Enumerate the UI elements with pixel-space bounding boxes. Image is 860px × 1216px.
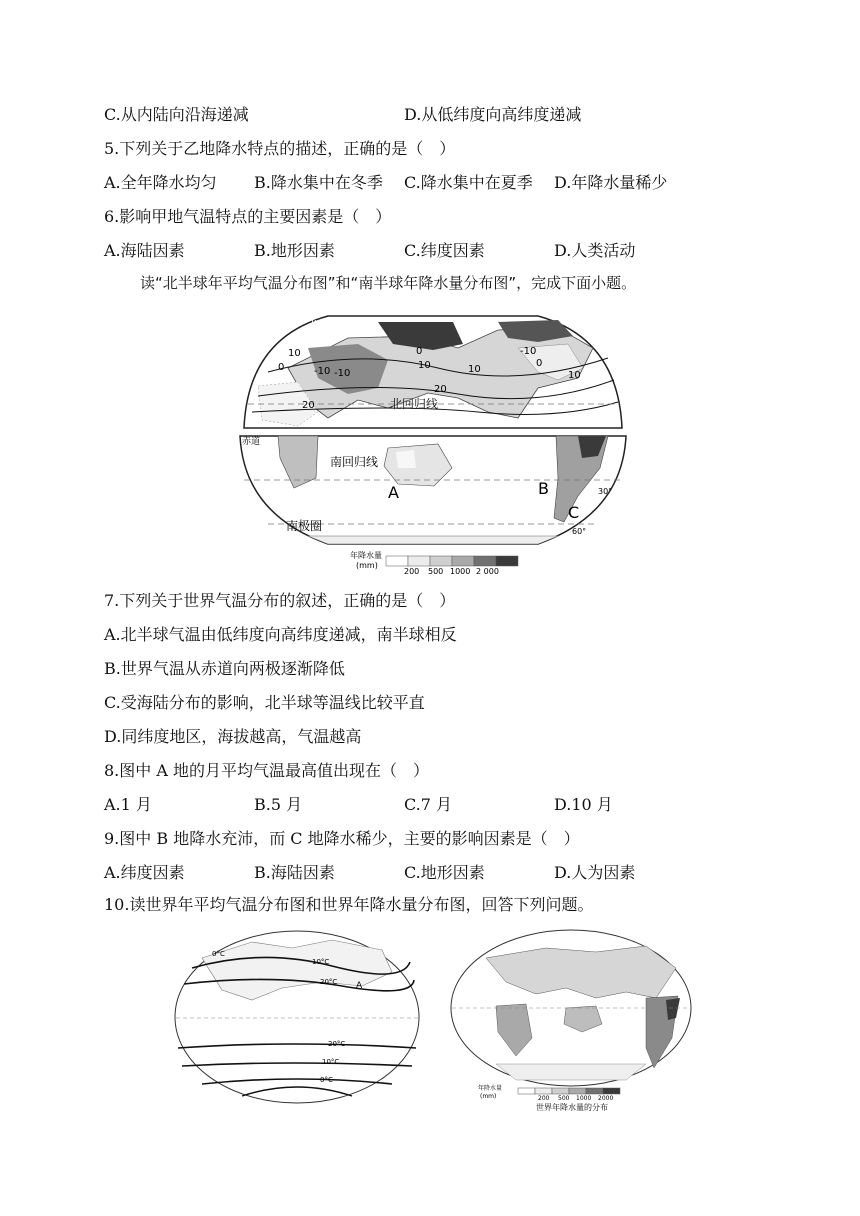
arctic-circle-label-north: 北极圈 (308, 319, 345, 333)
isotherm-label: 10 (418, 360, 431, 371)
q9-option-c: C.地形因素 (404, 863, 485, 882)
legend-title: 年降水量 (478, 1085, 503, 1092)
legend-swatch (386, 556, 408, 566)
q5-option-c: C.降水集中在夏季 (404, 173, 533, 192)
q4-option-d: D.从低纬度向高纬度递减 (404, 105, 582, 124)
legend-swatch (518, 1088, 535, 1094)
legend-tick: 500 (428, 567, 444, 576)
world-precipitation-map (446, 928, 696, 1112)
location-a-label: A (356, 981, 363, 991)
q7-stem: 7.下列关于世界气温分布的叙述，正确的是（ ） (104, 591, 456, 610)
south-hemisphere-precipitation-map (240, 435, 626, 544)
legend-tick: 500 (558, 1095, 570, 1102)
legend-title: 年降水量 (350, 551, 382, 560)
isotherm-label: 0°C (212, 950, 225, 958)
isotherm-label: 10 (288, 348, 301, 359)
q5-option-b: B.降水集中在冬季 (254, 173, 383, 192)
isotherm-label: 0°C (320, 1076, 333, 1084)
isotherm-label: 0 (278, 362, 285, 373)
tropic-of-capricorn-label: 南回归线 (330, 455, 379, 469)
legend-tick: 1000 (450, 567, 471, 576)
q5-option-d: D.年降水量稀少 (554, 173, 668, 192)
location-c-label: C (568, 503, 580, 522)
legend-tick: 2 000 (476, 567, 499, 576)
q7-option-b: B.世界气温从赤道向两极逐渐降低 (104, 659, 345, 678)
q7-option-a: A.北半球气温由低纬度向高纬度递减，南半球相反 (104, 625, 457, 644)
q8-option-a: A.1 月 (104, 795, 152, 814)
q7-option-d: D.同纬度地区，海拔越高，气温越高 (104, 727, 362, 746)
north-hemisphere-temperature-map (244, 316, 622, 428)
tropic-of-cancer-label: 北回归线 (390, 397, 439, 411)
lat-60-label: 60° (572, 527, 587, 536)
isotherm-label: -10 (520, 346, 537, 357)
q6-stem: 6.影响甲地气温特点的主要因素是（ ） (104, 207, 392, 226)
q5-option-a: A.全年降水均匀 (104, 173, 217, 192)
equator-label: 赤道 (242, 437, 261, 447)
legend-swatch (552, 1088, 569, 1094)
isotherm-label: -10 (314, 366, 331, 377)
q4-option-c: C.从内陆向沿海递减 (104, 105, 249, 124)
isotherm-label: 10 (468, 364, 481, 375)
legend-swatch (586, 1088, 603, 1094)
location-b-label: B (538, 479, 549, 498)
q8-option-c: C.7 月 (404, 795, 453, 814)
legend-tick: 200 (404, 567, 420, 576)
legend-unit: (mm) (356, 561, 378, 570)
hemisphere-maps-figure (238, 308, 628, 578)
q8-option-d: D.10 月 (554, 795, 613, 814)
legend-swatch (430, 556, 452, 566)
isotherm-label: 10°C (312, 958, 330, 966)
isotherm-label: 20 (434, 384, 447, 395)
map-caption: 世界年降水量的分布 (536, 1103, 608, 1112)
q9-option-b: B.海陆因素 (254, 863, 335, 882)
isotherm-label: -10 (334, 368, 351, 379)
q9-option-a: A.纬度因素 (104, 863, 185, 882)
isotherm-label: 10°C (322, 1058, 340, 1066)
world-temperature-map (172, 928, 422, 1106)
isotherm-label: 20°C (320, 978, 338, 986)
q8-stem: 8.图中 A 地的月平均气温最高值出现在（ ） (104, 761, 429, 780)
q6-option-d: D.人类活动 (554, 241, 636, 260)
q9-stem: 9.图中 B 地降水充沛，而 C 地降水稀少，主要的影响因素是（ ） (104, 829, 580, 848)
legend-tick: 2000 (598, 1095, 614, 1102)
antarctic-circle-label: 南极圈 (286, 519, 323, 533)
isotherm-label: 0 (416, 346, 423, 357)
isotherm-label: 10 (568, 370, 581, 381)
q6-option-b: B.地形因素 (254, 241, 335, 260)
legend-swatch (496, 556, 518, 566)
legend-swatch (474, 556, 496, 566)
legend-unit: (mm) (480, 1093, 497, 1100)
legend-tick: 1000 (576, 1095, 592, 1102)
q6-option-c: C.纬度因素 (404, 241, 485, 260)
isotherm-label: 20 (302, 400, 315, 411)
legend-swatch (569, 1088, 586, 1094)
map-intro: 读“北半球年平均气温分布图”和“南半球年降水量分布图”，完成下面小题。 (140, 274, 637, 292)
location-a-label: A (388, 483, 399, 502)
q9-option-d: D.人为因素 (554, 863, 636, 882)
isotherm-label: 20°C (328, 1040, 346, 1048)
q10-stem: 10.读世界年平均气温分布图和世界年降水量分布图，回答下列问题。 (104, 895, 594, 914)
precipitation-legend (350, 550, 518, 576)
isotherm-label: 0 (536, 358, 543, 369)
legend-swatch (408, 556, 430, 566)
legend-swatch (603, 1088, 620, 1094)
q8-option-b: B.5 月 (254, 795, 303, 814)
lat-30-label: 30° (598, 487, 613, 496)
legend-swatch (452, 556, 474, 566)
legend-tick: 200 (538, 1095, 550, 1102)
q6-option-a: A.海陆因素 (104, 241, 185, 260)
q7-option-c: C.受海陆分布的影响，北半球等温线比较平直 (104, 693, 425, 712)
q5-stem: 5.下列关于乙地降水特点的描述，正确的是（ ） (104, 139, 456, 158)
legend-swatch (535, 1088, 552, 1094)
